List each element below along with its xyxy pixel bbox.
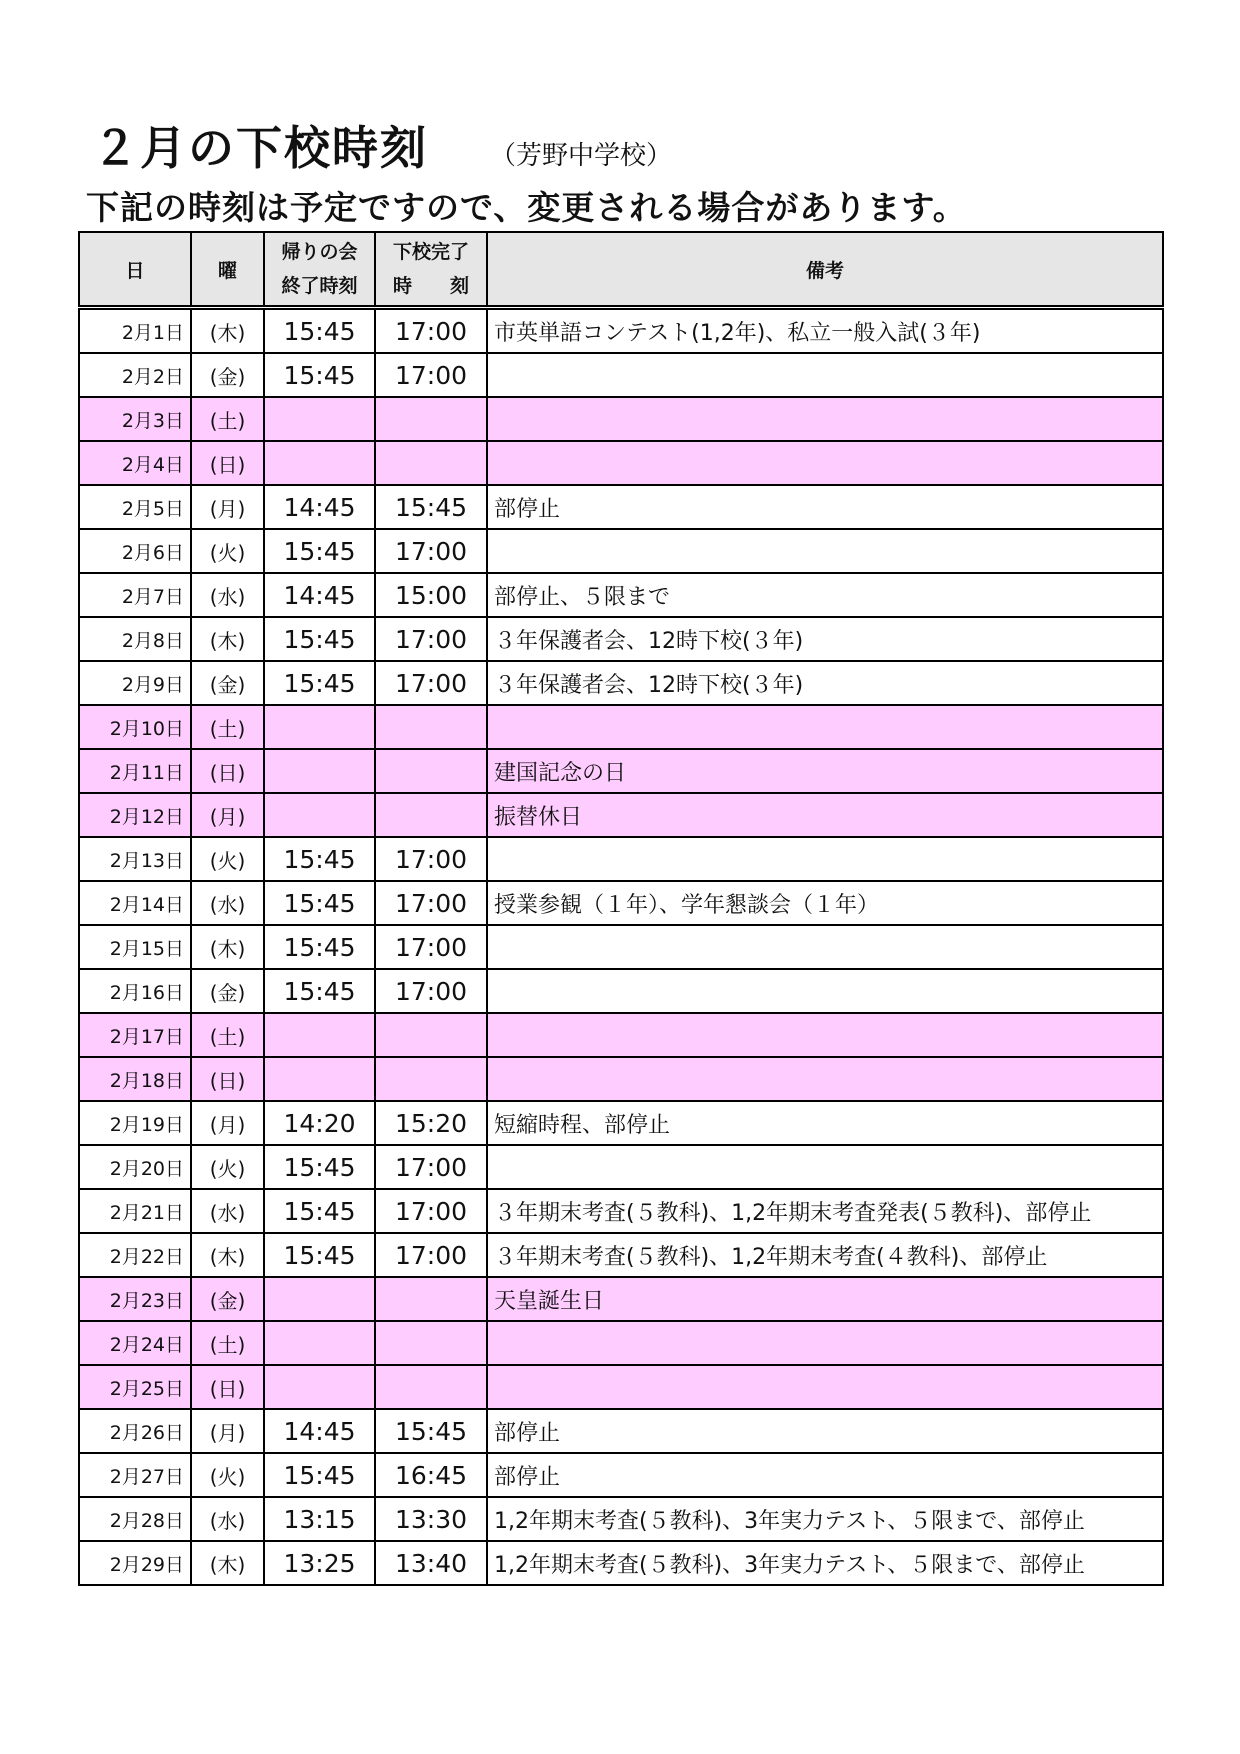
table-row <box>79 441 1163 485</box>
dismissal-time-cell <box>375 1057 487 1101</box>
dismissal-time-cell: 17:00 <box>375 1189 487 1233</box>
end-meeting-time-cell <box>264 1057 375 1101</box>
end-meeting-time-cell: 15:45 <box>264 881 375 925</box>
notes-cell <box>487 1321 1163 1365</box>
end-meeting-time-cell <box>264 1365 375 1409</box>
header-row <box>79 232 1163 308</box>
table-row <box>79 1541 1163 1585</box>
table-row <box>79 573 1163 617</box>
table-row <box>79 1321 1163 1365</box>
weekday-cell: (月) <box>191 1409 264 1453</box>
column-header-dismissal-line2: 時 刻 <box>392 275 469 297</box>
table-row <box>79 705 1163 749</box>
page-title: ２月の下校時刻 <box>92 121 428 175</box>
table-header <box>79 232 1163 308</box>
dismissal-time-cell: 17:00 <box>375 837 487 881</box>
date-cell: 2月1日 <box>79 308 191 354</box>
notes-cell: ３年期末考査(５教科)、1,2年期末考査発表(５教科)、部停止 <box>487 1189 1163 1233</box>
notes-cell: 短縮時程、部停止 <box>487 1101 1163 1145</box>
table-row <box>79 1497 1163 1541</box>
end-meeting-time-cell: 15:45 <box>264 617 375 661</box>
weekday-cell: (火) <box>191 1453 264 1497</box>
notes-cell <box>487 837 1163 881</box>
notes-cell <box>487 353 1163 397</box>
table-row <box>79 1189 1163 1233</box>
date-cell: 2月16日 <box>79 969 191 1013</box>
date-cell: 2月15日 <box>79 925 191 969</box>
table-row <box>79 1145 1163 1189</box>
dismissal-time-cell <box>375 1277 487 1321</box>
date-cell: 2月4日 <box>79 441 191 485</box>
weekday-cell: (月) <box>191 793 264 837</box>
notes-cell: ３年保護者会、12時下校(３年) <box>487 617 1163 661</box>
weekday-cell: (土) <box>191 1321 264 1365</box>
date-cell: 2月20日 <box>79 1145 191 1189</box>
notes-cell: 部停止 <box>487 1409 1163 1453</box>
table-row <box>79 617 1163 661</box>
end-meeting-time-cell: 15:45 <box>264 1233 375 1277</box>
date-cell: 2月6日 <box>79 529 191 573</box>
notes-cell <box>487 969 1163 1013</box>
end-meeting-time-cell: 14:45 <box>264 485 375 529</box>
column-header-dow: 曜 <box>191 232 264 308</box>
date-cell: 2月14日 <box>79 881 191 925</box>
date-cell: 2月21日 <box>79 1189 191 1233</box>
table-row <box>79 308 1163 354</box>
weekday-cell: (土) <box>191 397 264 441</box>
weekday-cell: (水) <box>191 881 264 925</box>
dismissal-time-cell: 17:00 <box>375 925 487 969</box>
date-cell: 2月9日 <box>79 661 191 705</box>
end-meeting-time-cell: 15:45 <box>264 661 375 705</box>
weekday-cell: (火) <box>191 837 264 881</box>
end-meeting-time-cell: 14:45 <box>264 573 375 617</box>
notes-cell <box>487 397 1163 441</box>
end-meeting-time-cell: 15:45 <box>264 837 375 881</box>
notes-cell: 振替休日 <box>487 793 1163 837</box>
school-name: （芳野中学校） <box>490 141 673 171</box>
dismissal-time-cell <box>375 1013 487 1057</box>
weekday-cell: (水) <box>191 1189 264 1233</box>
notes-cell: 部停止 <box>487 1453 1163 1497</box>
table-row <box>79 1101 1163 1145</box>
table-row <box>79 749 1163 793</box>
title-row <box>92 112 672 178</box>
weekday-cell: (日) <box>191 1365 264 1409</box>
date-cell: 2月23日 <box>79 1277 191 1321</box>
end-meeting-time-cell: 14:20 <box>264 1101 375 1145</box>
weekday-cell: (土) <box>191 1013 264 1057</box>
date-cell: 2月24日 <box>79 1321 191 1365</box>
table-row <box>79 793 1163 837</box>
notes-cell: 天皇誕生日 <box>487 1277 1163 1321</box>
end-meeting-time-cell <box>264 441 375 485</box>
weekday-cell: (木) <box>191 1541 264 1585</box>
end-meeting-time-cell <box>264 1277 375 1321</box>
notes-cell <box>487 1013 1163 1057</box>
date-cell: 2月28日 <box>79 1497 191 1541</box>
weekday-cell: (金) <box>191 1277 264 1321</box>
weekday-cell: (木) <box>191 617 264 661</box>
date-cell: 2月7日 <box>79 573 191 617</box>
dismissal-time-cell <box>375 1365 487 1409</box>
table-row <box>79 1233 1163 1277</box>
weekday-cell: (金) <box>191 661 264 705</box>
dismissal-time-cell: 17:00 <box>375 1233 487 1277</box>
schedule-notice: 下記の時刻は予定ですので、変更される場合があります。 <box>86 188 967 227</box>
date-cell: 2月8日 <box>79 617 191 661</box>
dismissal-time-cell <box>375 793 487 837</box>
dismissal-time-cell: 17:00 <box>375 353 487 397</box>
weekday-cell: (月) <box>191 1101 264 1145</box>
dismissal-time-cell: 16:45 <box>375 1453 487 1497</box>
date-cell: 2月2日 <box>79 353 191 397</box>
end-meeting-time-cell: 15:45 <box>264 969 375 1013</box>
date-cell: 2月22日 <box>79 1233 191 1277</box>
weekday-cell: (日) <box>191 1057 264 1101</box>
end-meeting-time-cell: 13:25 <box>264 1541 375 1585</box>
notes-cell <box>487 1057 1163 1101</box>
notes-cell <box>487 441 1163 485</box>
weekday-cell: (木) <box>191 1233 264 1277</box>
weekday-cell: (日) <box>191 441 264 485</box>
end-meeting-time-cell: 15:45 <box>264 529 375 573</box>
dismissal-time-cell: 17:00 <box>375 661 487 705</box>
notes-cell: ３年保護者会、12時下校(３年) <box>487 661 1163 705</box>
dismissal-time-cell <box>375 749 487 793</box>
dismissal-time-cell: 17:00 <box>375 1145 487 1189</box>
date-cell: 2月12日 <box>79 793 191 837</box>
column-header-end-meeting-line2: 終了時刻 <box>281 275 358 297</box>
end-meeting-time-cell: 15:45 <box>264 925 375 969</box>
dismissal-time-cell: 13:40 <box>375 1541 487 1585</box>
table-row <box>79 1277 1163 1321</box>
date-cell: 2月13日 <box>79 837 191 881</box>
date-cell: 2月19日 <box>79 1101 191 1145</box>
weekday-cell: (火) <box>191 1145 264 1189</box>
table-row <box>79 969 1163 1013</box>
column-header-end-meeting-line1: 帰りの会 <box>281 241 358 263</box>
dismissal-time-cell: 17:00 <box>375 617 487 661</box>
weekday-cell: (金) <box>191 353 264 397</box>
date-cell: 2月11日 <box>79 749 191 793</box>
table-row <box>79 837 1163 881</box>
end-meeting-time-cell: 15:45 <box>264 308 375 354</box>
table-row <box>79 1013 1163 1057</box>
end-meeting-time-cell <box>264 749 375 793</box>
dismissal-time-cell: 15:20 <box>375 1101 487 1145</box>
end-meeting-time-cell: 14:45 <box>264 1409 375 1453</box>
dismissal-time-cell: 15:45 <box>375 485 487 529</box>
dismissal-time-cell <box>375 397 487 441</box>
dismissal-time-cell: 17:00 <box>375 308 487 354</box>
column-header-end-meeting <box>264 232 375 308</box>
date-cell: 2月26日 <box>79 1409 191 1453</box>
notes-cell: 授業参観（１年）、学年懇談会（１年） <box>487 881 1163 925</box>
notes-cell: 市英単語コンテスト(1,2年)、私立一般入試(３年) <box>487 308 1163 354</box>
table-row <box>79 925 1163 969</box>
dismissal-time-cell: 13:30 <box>375 1497 487 1541</box>
dismissal-schedule-table <box>78 231 1164 1586</box>
weekday-cell: (木) <box>191 925 264 969</box>
date-cell: 2月3日 <box>79 397 191 441</box>
date-cell: 2月29日 <box>79 1541 191 1585</box>
table-row <box>79 485 1163 529</box>
weekday-cell: (月) <box>191 485 264 529</box>
dismissal-time-cell: 17:00 <box>375 881 487 925</box>
notes-cell: 建国記念の日 <box>487 749 1163 793</box>
table-row <box>79 353 1163 397</box>
notes-cell: 部停止 <box>487 485 1163 529</box>
date-cell: 2月5日 <box>79 485 191 529</box>
notes-cell <box>487 925 1163 969</box>
weekday-cell: (金) <box>191 969 264 1013</box>
date-cell: 2月25日 <box>79 1365 191 1409</box>
end-meeting-time-cell: 15:45 <box>264 1145 375 1189</box>
column-header-dismissal <box>375 232 487 308</box>
end-meeting-time-cell: 15:45 <box>264 353 375 397</box>
weekday-cell: (水) <box>191 573 264 617</box>
table-row <box>79 1453 1163 1497</box>
date-cell: 2月10日 <box>79 705 191 749</box>
notes-cell: 1,2年期末考査(５教科)、3年実力テスト、５限まで、部停止 <box>487 1541 1163 1585</box>
dismissal-time-cell: 17:00 <box>375 529 487 573</box>
end-meeting-time-cell <box>264 1321 375 1365</box>
date-cell: 2月27日 <box>79 1453 191 1497</box>
notes-cell: 1,2年期末考査(５教科)、3年実力テスト、５限まで、部停止 <box>487 1497 1163 1541</box>
table-body <box>79 308 1163 1586</box>
column-header-dismissal-line1: 下校完了 <box>392 241 469 263</box>
dismissal-time-cell: 15:00 <box>375 573 487 617</box>
table-row <box>79 529 1163 573</box>
dismissal-time-cell: 15:45 <box>375 1409 487 1453</box>
date-cell: 2月17日 <box>79 1013 191 1057</box>
table-row <box>79 1057 1163 1101</box>
table-row <box>79 397 1163 441</box>
dismissal-time-cell <box>375 705 487 749</box>
notes-cell <box>487 529 1163 573</box>
dismissal-time-cell <box>375 1321 487 1365</box>
end-meeting-time-cell: 13:15 <box>264 1497 375 1541</box>
end-meeting-time-cell <box>264 705 375 749</box>
end-meeting-time-cell <box>264 793 375 837</box>
table-row <box>79 661 1163 705</box>
weekday-cell: (木) <box>191 308 264 354</box>
column-header-date: 日 <box>79 232 191 308</box>
dismissal-time-cell: 17:00 <box>375 969 487 1013</box>
table-row <box>79 1409 1163 1453</box>
dismissal-time-cell <box>375 441 487 485</box>
weekday-cell: (水) <box>191 1497 264 1541</box>
weekday-cell: (火) <box>191 529 264 573</box>
column-header-notes: 備考 <box>487 232 1163 308</box>
end-meeting-time-cell: 15:45 <box>264 1189 375 1233</box>
notes-cell: ３年期末考査(５教科)、1,2年期末考査(４教科)、部停止 <box>487 1233 1163 1277</box>
end-meeting-time-cell <box>264 397 375 441</box>
weekday-cell: (日) <box>191 749 264 793</box>
end-meeting-time-cell <box>264 1013 375 1057</box>
notes-cell: 部停止、５限まで <box>487 573 1163 617</box>
weekday-cell: (土) <box>191 705 264 749</box>
table-row <box>79 881 1163 925</box>
notes-cell <box>487 705 1163 749</box>
notes-cell <box>487 1365 1163 1409</box>
notes-cell <box>487 1145 1163 1189</box>
table-row <box>79 1365 1163 1409</box>
end-meeting-time-cell: 15:45 <box>264 1453 375 1497</box>
date-cell: 2月18日 <box>79 1057 191 1101</box>
